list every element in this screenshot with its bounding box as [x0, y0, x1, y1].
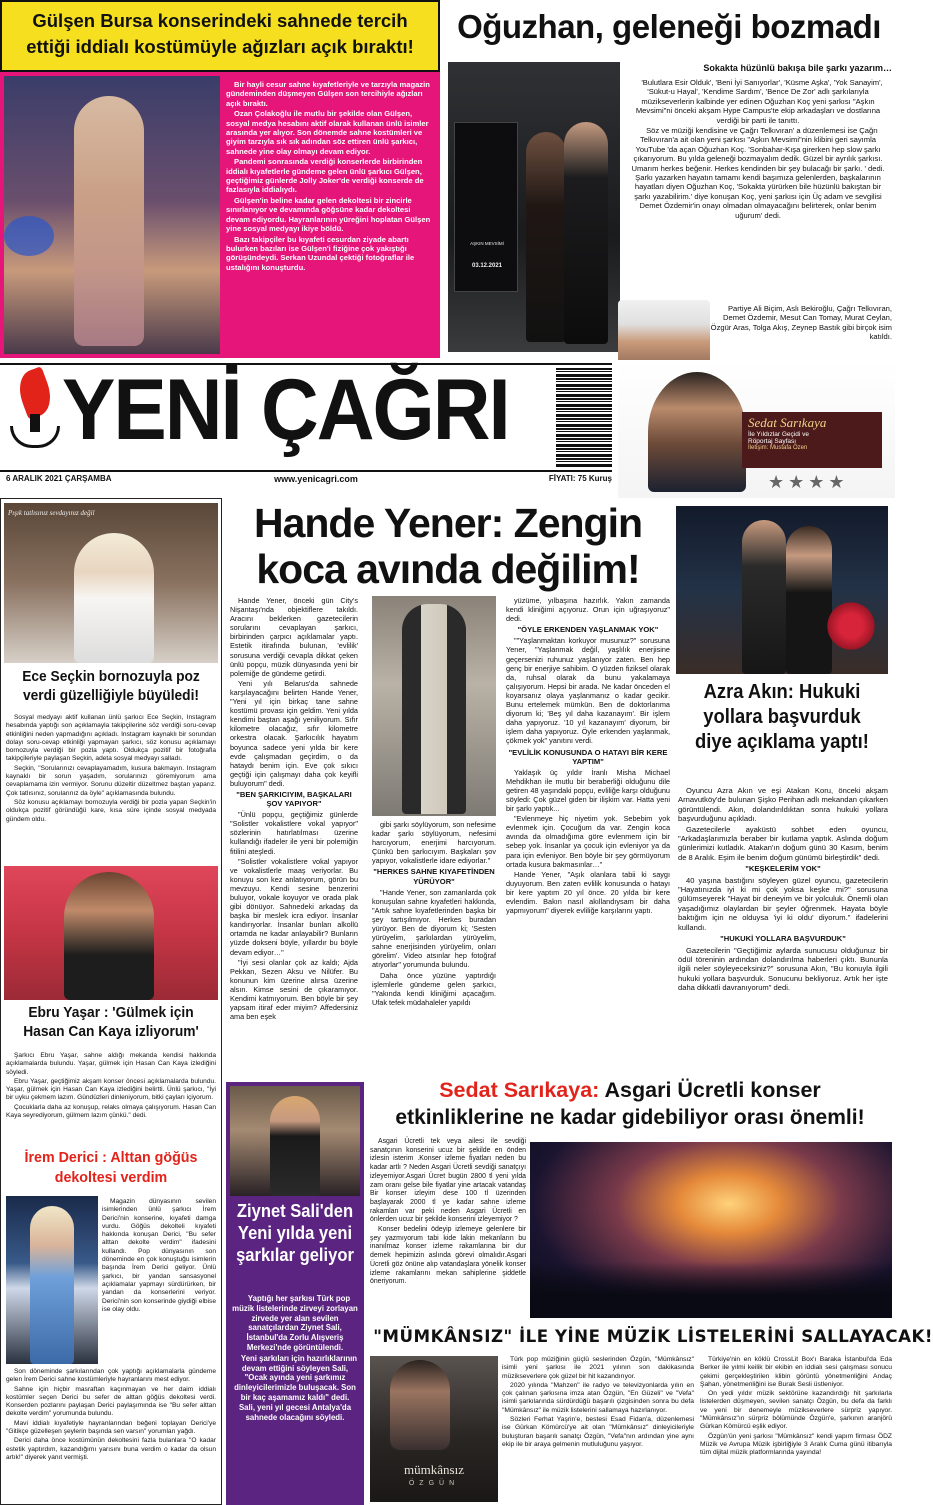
hande-street-photo [372, 596, 496, 816]
album-title: mümkânsız [404, 1462, 464, 1477]
oguzhan-guests [704, 304, 892, 360]
poster-date: 03.12.2021 [471, 263, 503, 269]
ziynet-para: Yeni şarkıları için hazırlıklarının devam ettiğini söyleyen Sali, "Ocak ayında yeni şarkımız dinleyicilerimizle buluşacak. Son bir kaç aşamamız kaldı" dedi. Sali, yeni yıl gecesi Antalya'da sahnede olacağını söyledi. [234, 1353, 358, 1422]
sedat-headline [368, 1076, 892, 1134]
sarikaya-nameplate [742, 412, 882, 468]
oguzhan-subhead: Sokakta hüzünlü bakışa bile şarkı yazarım… [703, 63, 892, 73]
masthead-bottom-rule [0, 470, 612, 472]
sarikaya-card [618, 360, 895, 498]
irem-para: Magazin dünyasının sevilen isimlerinden ünlü şarkıcı İrem Derici'nin konserine, kıyafeti damga vurdu. Göğüs dekolteli kıyafeti hakkında konuşan Derici, "Bu sefer alttan dekolte verdim" ifadesini kullandı. Pop dünyasının son döneminde en çok konuştuğu isimlerin başında İrem Derici geliyor. Ünlü şarkıcı, bir yandan sansasyonel açıklamalar yapmayı sürdürürken, bir yandan da konserlerini veriyor. Derici'nin son konserinde giydiği elbise ise olay oldu. [102, 1198, 216, 1313]
mumkansiz-col2 [700, 1356, 892, 1502]
ziynet-figure [270, 1096, 320, 1196]
hande-figure [402, 604, 466, 814]
mumkansiz-para: On yedi yıldır müzik sektörüne kazandırdığı hit şarkılarla listelerden düşmeyen, sevilen sanatçı Özgün, bu defa da farklı ve yeni bir denemeyle müzikseverlere sürpriz yapıyor. "Mümkânsız"ın sürpriz bölümünde Özgün'e, şarkının aranjörü Gürkan Kömürcü eşlik ediyor. [700, 1390, 892, 1431]
azra-headline: Azra Akın: Hukuki yollara başvurduk diye açıklama yaptı! [695, 681, 869, 753]
sarikaya-line2: Röportaj Sayfası [748, 438, 797, 445]
azra-para: 40 yaşına bastığını söyleyen güzel oyuncu, gazetecilerin "Hayatınızda iyi ki mi çok yoksa keşke mi?" sorusuna gülümseyerek "Hayat bir deneyim ve bir yolculuk. Önemli olan yaşadığımız olaylardan bir şeyler öğrenmek. Hayata böyle baktığım için ne olduysa 'iyi ki oldu' diyorum." ifadelerini kullandı. [678, 875, 888, 932]
hande-headline-line2: koca avında değilim! [256, 546, 640, 592]
hande-para: "Evlenmeye hiç niyetim yok. Sebebim yok evlenmek için. Çocuğum da var. Zengin koca avında da olmadığıma göre evlenmem için bir sebep yok. İnsanlar ya çocuk için evleniyor ya da para için evleniyor. Ben böyle bir şey görmüyorum ortada kusura bakmasınlar…" [506, 814, 670, 869]
gulsen-para: Pandemi sonrasında verdiği konserlerde birbirinden iddialı kıyafetlerle gündeme gelen ünlü şarkıcı Gülşen, geçtiğimiz günlerde Jolly Joker'de verdiği konserde de fazlasıyla iddialıydı. [226, 157, 424, 195]
ece-para: Seçkin, "Sorularınızı cevaplayamadım, kusura bakmayın. Instagram kaynaklı bir sorun yaşadım, sorularınızı göremiyorum ama cevaplamama izin vermiyor. Sorunu düzeltir düzeltmez baştan yaparız. Çok tatlısınız, sorularınız da öyle" açıklamasında bulundu. [6, 764, 216, 797]
gulsen-para: Bazı takipçiler bu kıyafeti cesurdan ziyade abartı bulurken bazıları ise Gülşen'i fiziğine çok yakıştığı görüşündeydi. Serkan Uzundal çektiği fotoğraflar ile ustalığını konuşturdu. [226, 234, 415, 272]
irem-photo [6, 1196, 98, 1364]
irem-side-text [102, 1198, 216, 1366]
gulsen-para: Bir hayli cesur sahne kıyafetleriyle ve tarzıyla magazin gündeminden düşmeyen Gülşen son tercihiyle ağızları açık bıraktı. [226, 80, 430, 108]
hande-para: Hande Yener, önceki gün City's Nişantaşı'nda objektiflere takıldı. Aracını beklerken gazetecilerin sorularını cevaplayan şarkıcı, birbirinden çarpıcı açıklamalar yaptı. Estetik itirafında bulunan, 'evlilik' sorusuna verdiği cevapla dikkat çeken ünlü popçu, müzik dünyasında yeni bir polemiğe de gündeme getirdi. [230, 596, 358, 678]
azra-para: Oyuncu Azra Akın ve eşi Atakan Koru, önceki akşam Arnavutköy'de bulunan Şişko Perihan adlı mekandan çıkarken görüntülendi. Akın, dolandırıldıktan sonra hukuki yollara başvurduğunu açıkladı. [678, 786, 888, 824]
sedat-headline-rest: Asgari Ücretli konser [599, 1078, 821, 1102]
gulsen-headline-box [0, 0, 440, 72]
azra-para: Gazetecilerin "Geçtiğimiz aylarda sunucusu olduğunuz bir ödül töreninin ardından dolandırılma haberleri çıktı. Bununla ilgili neler söyleyeceksiniz?" sorusuna Akın, "Bu konuyla ilgili hukuki yollara başvurduk. Sonucunu bekliyoruz. Artık her işte daha dikkatli davranıyorum" dedi. [678, 945, 888, 993]
ece-figure [74, 533, 154, 663]
hande-para: "Hande Yener, son zamanlarda çok konuşulan sahne kıyafetleri hakkında, "Artık sahne kıyafetlerinden başka bir şey tartışılmıyor. Herkes buradan yürüyor. Ben de diyorum ki; 'Sesten yürüyelim, şarkılardan yürüyelim, sahne enerjisinden yürüyelim, onları görelim'. Video atsınlar hep fotoğraf atıyorlar" yorumunda bulundu. [372, 887, 496, 970]
irem-headline: İrem Derici : Alttan göğüs dekoltesi verdim [24, 1149, 198, 1186]
oguzhan-para: Söz ve müziği kendisine ve Çağrı Telkıvıran' a düzenlemesi ise Çağrı Telkıvıran'a ait olan yeni şarkısı "Aşkın Mevsimi"nin klibini geri sayımla YouTube 'da açan Oğuzhan Koç. 'Sonbahar-Kışa girerken hep slow şarkı çıkarıyorum. Bu yılda geleneği bozmayalım dedik. Güzel bir ayrılık şarkısı. Umarım herkes beğenir. Herkes kendinden bir şey bulacağı bir şarkı. ' dedi. Şarkı yazarken hayatın tamamı kendi başımıza gelenlerden, başkalarının hayatları diyen Oğuzhan Koç, 'Sokakta yürürken bile hüzünlü bakıştan bir şarkı yazabilirim.' diye konuşan Koç, yeni şarkısı için Üç adam ve sevgilisi Demet Özdemir'in onayı olmadan olmayacağını belirterek, onlar benim uğurum' dedi. [631, 126, 885, 220]
ece-photo [4, 503, 218, 663]
ziynet-text [232, 1294, 358, 1502]
sedat-headline-line1 [368, 1076, 892, 1104]
sedat-text [370, 1138, 526, 1344]
irem-para: Mavi iddialı kıyafetiyle hayranlarından beğeni toplayan Derici'ye "Gitikçe güzelleşen şeylerin başında sen varsın" yorumları yağdı. [6, 1419, 216, 1436]
oguzhan-party-photo [448, 62, 620, 352]
ebru-text [6, 1052, 216, 1146]
sarikaya-portrait [648, 372, 746, 492]
irem-para: Derici daha önce kostümünün dekoltesini fazla bulanlara "O kadar estetik yaptırdım, kazandığımı yarısını buna verdim o kadar da olsun artık!" diyerek yanıt vermişti. [6, 1437, 216, 1461]
star-icon: ★★★★ [768, 472, 849, 492]
hande-col2 [372, 820, 496, 1068]
stage-logo [4, 216, 54, 256]
azra-subhead: "KEŞKELERİM YOK" [745, 864, 821, 874]
hande-subhead: "BEN ŞARKICIYIM, BAŞKALARI ŞOV YAPIYOR" [236, 789, 352, 809]
ece-text [6, 714, 216, 862]
hande-para: Yaklaşık üç yıldır İranlı Misha Michael Mehdikhan ile mutlu bir beraberliği olduğunu dile getiren 48 yaşındaki popçu, evliliğe karşı olduğunu söyledi: Çok güzel giden bir ilişkim var. Hatta yeni bir şarkı yaptık... [506, 767, 670, 814]
hande-subhead: "ÖYLE ERKENDEN YAŞLANMAK YOK" [517, 625, 659, 635]
irem-figure [30, 1206, 74, 1364]
ebru-headline: Ebru Yaşar : 'Gülmek için Hasan Can Kaya izliyorum' [23, 1005, 199, 1040]
ebru-photo [4, 866, 218, 1000]
oguzhan-para: 'Bulutlara Esir Olduk', 'Beni İyi Sanıyorlar', 'Küsme Aşka', 'Yok Sanayim', 'Sükut-u Hayal', 'Kendime Sardım', 'Bence De Zor' adlı şarkılarıyla müzikseverlerin kalbinde yer edinen Oğuzhan Koç yeni şarkısı "Aşkın Mevsimi"ni önceki akşam Hype Campus'te ekip arkadaşları ve dostlarına verdiği bir parti ile tanıttı. [635, 78, 883, 125]
couple-figure [564, 122, 608, 344]
hande-subhead: "EVLİLİK KONUSUNDA O HATAYI BİR KERE YAPTIM" [508, 747, 668, 766]
gulsen-text [226, 80, 434, 354]
masthead-logo [6, 368, 64, 464]
oguzhan-headline: Oğuzhan, geleneği bozmadı [457, 8, 881, 45]
ece-para: Sosyal medyayı aktif kullanan ünlü şarkıcı Ece Seçkin, Instagram hesabında yaptığı son açıklamayla takipçilerine söz verdiği soru-cevap etkinliğini neden yapmadığını açıkladı. Instagram kaynaklı bir sorundan dolayı soru-cevap etkinliği yapmayan şarkıcı, söz konusu açıklamayı bornozuyla verdiği bir pozla yaptı. Oldukça pozitif bir fotoğrafla takipçileriyle paylaşan Seçkin, adeta sosyal medyayı salladı. [6, 714, 216, 763]
oguzhan-para: Partiye Ali Biçim, Aslı Bekiroğlu, Çağrı Telkıvıran, Demet Özdemir, Mesut Can Tomay, Murat Ceylan, Özgür Aras, Tolga Akış, Zeynep Bastık gibi birçok isim katıldı. [710, 304, 892, 342]
event-poster [454, 122, 518, 292]
sarikaya-name: Sedat Sarıkaya [748, 415, 827, 430]
ebru-para: Ebru Yaşar, geçtiğimiz akşam konser öncesi açıklamalarda bulundu. Yaşar, gülmek için Hasan Can Kaya izlediğini belirtti. Ünlü şarkıcı, "İyi bir uyku çekmem lazım. Gündüzleri dinleniyorum, bitki çayları içiyorum. [6, 1077, 216, 1102]
sedat-headline-name: Sedat Sarıkaya: [439, 1078, 600, 1102]
azra-photo [676, 506, 888, 674]
issue-price: FİYATI: 75 Kuruş [548, 474, 612, 483]
mumkansiz-para: 2020 yılında "Mahzen" ile radyo ve televizyonlarda yılın en çok çalınan şarkısına imza atan Özgün, "En Güzeli" ve "Vefa" isimli şarkılarında sürdürdüğü başarılı çizgisinden sonra bu defa "Mümkânsız" ile müzik listelerini sallamaya hazırlanıyor. [502, 1381, 694, 1414]
oguzhan-text [626, 78, 890, 304]
hande-headline-line1: Hande Yener: Zengin [253, 500, 643, 546]
azra-figure [786, 526, 832, 674]
album-artist: ÖZGÜN [408, 1480, 460, 1487]
irem-para: Son döneminde şarkılarından çok yaptığı açıklamalarla gündeme gelen İrem Derici sahne kostümleriyle hayranlarını mest ediyor. [6, 1368, 216, 1384]
issue-date: 6 ARALIK 2021 ÇARŞAMBA [6, 474, 112, 483]
concert-crowd-photo [530, 1142, 892, 1318]
hande-col1 [230, 596, 358, 1066]
crowd-silhouette [530, 1262, 892, 1318]
hande-para: Yeni yılı Belarus'da sahnede karşılayacağını belirten Hande Yener, "Yeni yıl için birkaç tane sahne kostümü provası için geldim. Yeni yılda kendimi baştan aşağı yeniliyorum. Sıfır kilometre olacağız, sıfır kilometre orkestra olacak. Şarkıcılık hayatım boyunca sadece yeni yılda bir kere evde çalışmadan geçirdim, o da hataydı benim için. Eve çok sıkıcı geçtiği için çalışmayı daha çok keyifli buluyorum" dedi. [230, 678, 358, 788]
mumkansiz-headline: "MÜMKÂNSIZ" İLE YİNE MÜZİK LİSTELERİNİ SALLAYACAK! [373, 1327, 933, 1347]
mumkansiz-col1 [502, 1356, 694, 1502]
hande-para: Daha önce yüzüne yaptırdığı işlemlerle gündeme gelen şarkıcı, "Yakında kendi kliniğimi açacağım. Ufak tefek müdahaleler yapıldı [372, 970, 496, 1007]
hande-para: "Ünlü popçu, geçtiğimiz günlerde "Solistler vokalistlere vokal yapıyor" sözlerinin hatırlatılması üzerine kullandığı ifadeler ile yeni bir polemiğin fitilini ateşledi. [230, 810, 358, 856]
website-link[interactable]: www.yenicagri.com [274, 474, 358, 484]
sedat-headline-line2: etkinliklerine ne kadar gidebiliyor orası önemli! [395, 1106, 865, 1129]
hande-subhead: "HERKES SAHNE KIYAFETİNDEN YÜRÜYOR" [373, 867, 495, 886]
hande-para: Hande Yener, "Aşık olanlara tabii ki saygı duyuyorum. Ben zaten evlilik konusunda o hatayı bir kere yaptım 20 yıl önce. 20 yılda bir kere evlendim. Bakın nasıl akıllandıysam bir daha yapmıyorum" diyerek evliliğe karşılarını yaptı. [506, 869, 670, 916]
sedat-para: Asgari Ücretli tek veya ailesi ile sevdiği sanatçının konserini ucuz bir şekilde en önden izlesin isterim .Konser izleme fiyatları neden bu kadar artlı ? Neden Asgari Ücretli sevdiği sanatçıyı izleyemiyor.Asgari Ücret bugün 2800 tl yeni yılda zam oranı gelse bile fiyatlar yine artacak vatandaş Bir konser izleyim dese 100 tl üzerinden başlayarak 2000 tl ye kadar sahne izleme rakamları var peki neden Asgari Ücretli en önlerden ucuz bir şekilde konserini izleyemiyor ? [370, 1138, 526, 1224]
ziynet-photo [230, 1086, 360, 1196]
ozgun-figure [390, 1360, 450, 1450]
gulsen-headline: Gülşen Bursa konserindeki sahnede tercih ettiği iddialı kostümüyle ağızları açık bıraktı! [26, 10, 414, 57]
hande-col3 [506, 596, 670, 1068]
azra-figure [742, 520, 786, 674]
sedat-para: Konser bedelini ödeyip izlemeye gelenlere bir şey yazmıyorum tabi kide lakin mekanların bu inanılmaz konser izleme rakamlarına bir dur demek hepimizin aslında görevi olmalıdır.Asgari Ücretli göz önüne alıp vatandaşlara yönelik konser izleme rakamlarını mekan sahiplerine şiddetle öneriyorum. [370, 1226, 526, 1286]
irem-para: Sahne için hiçbir masraftan kaçınmayan ve her daim iddialı kostümler seçen Derici bu sefer de alttan göğüs dekoltesi verdi. Konserden pozlarını paylaşan Derici paylaşımında ise "Bu sefer alttan dekolte verdim" yorumunda bulundu. [6, 1385, 216, 1418]
gulsen-para: Ozan Çolakoğlu ile mutlu bir şekilde olan Gülşen, sosyal medya hesabını aktif olarak kullanan ünlü isimler arasında yer alıyor. Son dönemde sahne kostümleri ve giyim tarzıyla sık sık adından söz ettiren ünlü şarkıcı, sahnede yine olay olmayı devam ediyor. [226, 109, 429, 156]
azra-subhead: "HUKUKİ YOLLARA BAŞVURDUK" [720, 934, 846, 944]
pedestal-icon [30, 414, 40, 432]
hande-para: "Solistler vokalistlere vokal yapıyor ve vokalistlerle maaş veriyorlar. Bu konuyu son kez anlatıyorum, görün bu mevzuyu. Kendi sesine benzerini buluyor, vokale koyuyor ve orada plak gibi dönüyor. Sahnedeki arkadaş da başka bir meslek icra ediyor. İnsanlar kandırıyorlar. İnsanlar bunları alkollü ortamda ne kadar anlayabilir? Bunların yüzde dokseni böyle, yıllardır bu böyle devam ediyor…" [230, 856, 358, 957]
barcode [546, 368, 612, 468]
ziynet-para: Yaptığı her şarkısı Türk pop müzik listelerinde zirveyi zorlayan zirvede yer alan sevilen sanatçılardan Ziynet Sali, İstanbul'da Zorlu Alışveriş Merkezi'nde görüntülendi. [232, 1294, 358, 1352]
mumkansiz-para: Sözleri Ferhat Yaşrin'e, bestesi Esad Fidan'a, düzenlemesi ise Gürkan Kömürcü'ye ait olan "Mümkânsız" dinleyicileriyle buluşturan başarılı sanatçı Özgün, "Vefa"nın ardından yine aynı ekip ile bir araya gelmenin mutluluğunu yaşıyor. [502, 1416, 694, 1448]
mumkansiz-para: Özgün'ün yeni şarkısı "Mümkânsız" kendi yapım firması ÖDZ Müzik ve Avrupa Müzik işbirliğiyle 3 Aralık Cuma günü itibarıyla tüm dijital müzik platformlarında yayında! [700, 1432, 892, 1457]
ebru-para: Şarkıcı Ebru Yaşar, sahne aldığı mekanda kendisi hakkında açıklamalarda bulundu. Yaşar, gülmek için Hasan Can Kaya izlediğini söyledi. [6, 1052, 216, 1076]
ebru-figure [64, 872, 154, 1000]
gulsen-photo [4, 76, 220, 354]
hande-headline [226, 500, 670, 592]
ece-photo-caption: Pışık tatlısınız sevdayınız değil [8, 509, 95, 517]
flame-icon [13, 366, 57, 419]
hande-para: "İyi sesi olanlar çok az kaldı; Ajda Pekkan, Sezen Aksu ve Nilüfer. Bu konunun kim üzerine alırsa üzerine alsın. Kimse sesini de çıkaramıyor. Kendimi katmıyorum. Ben böyle bir şey yapsam itiraf eder miyim? Affedersiniz ama ben eşek [230, 957, 358, 1022]
irem-text [6, 1368, 216, 1502]
poster-text: AŞKIN MEVSİMİ [470, 241, 504, 246]
ece-para: Söz konusu açıklamayı bornozuyla verdiği bir pozla yapan Seçkin'in oldukça pozitif göründüğü kare, kısa süre içinde sosyal medyada gündem oldu. [6, 798, 216, 823]
hande-para: yüzüme, yılbaşına hazırlık. Yakın zamanda kendi kliniğimi açıyoruz. Orun için uğraşıyoruz" dedi. [506, 596, 670, 624]
mumkansiz-para: Türkiye'nin en köklü CrossLit Box'ı Baraka İstanbul'da Eda Berker ile yılmi keilik bir ekibin en iddialı sesi çalışması sonucu çekimi gerçekleştirilen klibin görüntü yönetmenliğini Andaç Şahan, yönetmenliğini ise Burak Sesli üstleniyor. [700, 1356, 892, 1388]
sarikaya-line1: İle Yıldızlar Geçidi ve [748, 431, 809, 438]
newspaper-name: YENİ ÇAĞRI [62, 361, 509, 458]
hande-para: ""Yaşlanmaktan korkuyor musunuz?" sorusuna Yener, "Yaşlanmak değil, yaşlılık enerjisine geçersenizi ruhunuz yaşlanıyor zaten. Ben hep genç bir enerjiye sahibim. O yüzden fiziksel olarak da, ruhsal olarak da bunu yakalamaya çalışıyorum. Hepsi bir arada. Ne kadar önceden el koyarsanız olaya yaşlanmanız o kadar gecikir. Bunu ertelemek mümkün. Ben de doktorlarıma diyorum ki; 'Beş yıl daha kazanayım'. Bir işlem daha yapıyoruz. '10 yıl kazanayım' diyorum, bir işlem daha yapıyoruz. Öyle erkenden yaşlanmak, çökmek yok" yanıtını verdi. [506, 636, 670, 746]
ziynet-headline: Ziynet Sali'den Yeni yılda yeni şarkılar geliyor [236, 1201, 354, 1265]
gulsen-para: Gülşen'in beline kadar gelen dekoltesi bir zincirle sınırlanıyor ve devamında göğsüne kadar dekoltesi devam ediyordu. Hayranlarının yüreğini hoplatan Gülşen yine sosyal medyayı ikiye böldü. [226, 195, 431, 234]
sarikaya-credit: İletişim: Mustafa Özen [748, 445, 808, 451]
azra-para: Gazetecilerle ayaküstü sohbet eden oyuncu, "Arkadaşlarımızla beraber bir kutlama yaptık. Aslında doğum günlerimizi kutladık. Atakan'ın doğum günü 30 Kasım, benim de 8 Aralık. Eşim ile benim doğum günümü birleştirdik" dedi. [678, 824, 888, 862]
mumkansiz-para: Türk pop müziğinin güçlü seslerinden Özgün, "Mümkânsız" isimli yeni şarkısı ile 2021 yılının son dakikasında müzikseverlere çok güzel bir hit kazandırıyor. [502, 1356, 694, 1380]
hande-para: gibi şarkı söylüyorum, son nefesime kadar şarkı söylüyorum, nefesimi harcıyorum, enerjimi harcıyorum. Çünkü ben şarkıcıyım. Başkaları şov yapıyor, vokalistlerle idare ediyorlar." [372, 820, 496, 866]
gulsen-figure [74, 96, 144, 346]
ece-headline: Ece Seçkin bornozuyla poz verdi güzelliğiyle büyüledi! [22, 669, 200, 704]
couple-figure [526, 132, 566, 342]
ebru-para: Çocuklarla daha az konuşup, relaks olmaya çalışıyorum. Hasan Can Kaya seyrediyorum, gülmem lazım çünkü." dedi. [6, 1103, 216, 1120]
azra-text [678, 786, 888, 1062]
flowers [826, 596, 876, 656]
album-cover [370, 1356, 498, 1502]
gulsen-story [0, 72, 440, 358]
